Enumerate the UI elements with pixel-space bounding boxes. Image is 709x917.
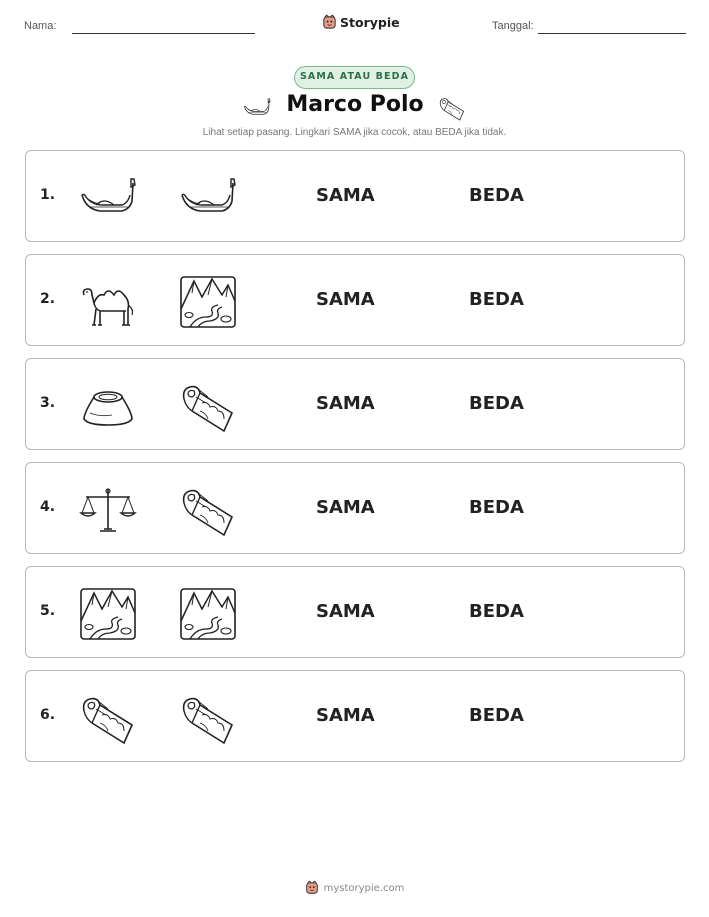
instructions: Lihat setiap pasang. Lingkari SAMA jika cocok, atau BEDA jika tidak.	[202, 127, 507, 138]
storypie-logo-icon	[305, 880, 319, 896]
row-number: 6.	[40, 707, 56, 723]
bowl-icon	[78, 377, 138, 435]
footer	[0, 880, 709, 896]
option-same[interactable]: SAMA	[316, 601, 375, 622]
scales-icon	[78, 481, 138, 539]
exercise-row-3	[25, 358, 685, 450]
option-same[interactable]: SAMA	[316, 185, 375, 206]
scroll-map-icon	[78, 689, 138, 747]
option-different[interactable]: BEDA	[469, 289, 524, 310]
name-label: Nama:	[24, 20, 57, 32]
option-different[interactable]: BEDA	[469, 393, 524, 414]
header	[0, 14, 709, 40]
storypie-logo-icon	[322, 14, 337, 31]
date-label: Tanggal:	[492, 20, 534, 32]
scroll-map-icon	[178, 377, 238, 435]
date-field-line[interactable]	[538, 33, 686, 34]
option-same[interactable]: SAMA	[316, 393, 375, 414]
exercise-row-6	[25, 670, 685, 762]
gondola-icon	[78, 169, 138, 227]
camel-icon	[78, 273, 138, 331]
row-number: 5.	[40, 603, 56, 619]
gondola-icon	[240, 94, 274, 122]
gondola-icon	[178, 169, 238, 227]
mountains-icon	[178, 273, 238, 331]
row-number: 2.	[40, 291, 56, 307]
option-different[interactable]: BEDA	[469, 497, 524, 518]
option-same[interactable]: SAMA	[316, 705, 375, 726]
scroll-map-icon	[178, 689, 238, 747]
option-different[interactable]: BEDA	[469, 601, 524, 622]
scroll-map-icon	[436, 94, 468, 122]
brand-logo	[322, 14, 400, 31]
brand-name: Storypie	[340, 15, 400, 30]
exercise-row-1	[25, 150, 685, 242]
mountains-icon	[78, 585, 138, 643]
option-same[interactable]: SAMA	[316, 497, 375, 518]
activity-badge: SAMA ATAU BEDA	[294, 66, 415, 89]
row-number: 1.	[40, 187, 56, 203]
page-title: Marco Polo	[286, 92, 424, 117]
option-same[interactable]: SAMA	[316, 289, 375, 310]
option-different[interactable]: BEDA	[469, 185, 524, 206]
row-number: 3.	[40, 395, 56, 411]
exercise-row-2	[25, 254, 685, 346]
scroll-map-icon	[178, 481, 238, 539]
exercise-row-5	[25, 566, 685, 658]
exercise-row-4	[25, 462, 685, 554]
row-number: 4.	[40, 499, 56, 515]
mountains-icon	[178, 585, 238, 643]
footer-url: mystorypie.com	[323, 882, 405, 894]
title-row	[0, 92, 709, 124]
name-field-line[interactable]	[72, 33, 255, 34]
option-different[interactable]: BEDA	[469, 705, 524, 726]
